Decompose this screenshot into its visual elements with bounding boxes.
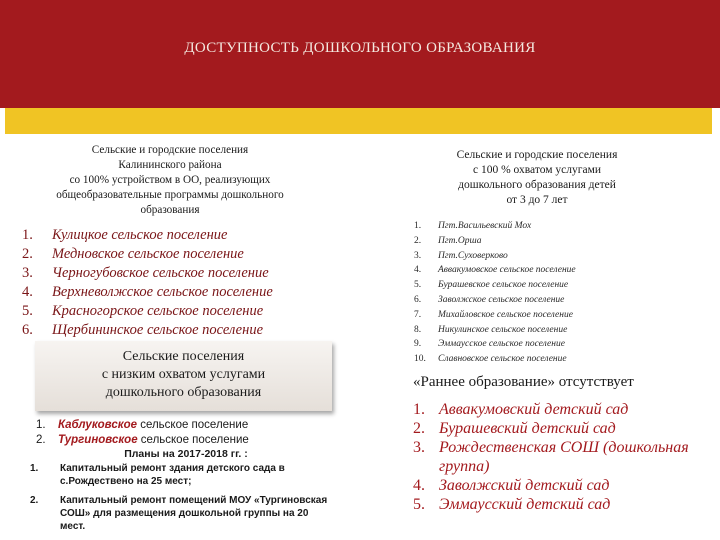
low-coverage-list bbox=[36, 418, 336, 448]
list-item: 2. Медновское сельское поселение bbox=[22, 246, 244, 262]
list-item: 1. Кулицкое сельское поселение bbox=[22, 227, 228, 243]
right-heading: Сельские и городские поселения с 100 % охватом услугами дошкольного образования детей от 3 до 7 лет bbox=[456, 149, 618, 206]
list-item: 5. Эммаусский детский сад bbox=[413, 496, 611, 513]
list-item: 2. Пгт.Орша bbox=[414, 235, 482, 246]
list-item: 5. Бурашевское сельское поселение bbox=[414, 280, 569, 291]
list-item: 3. Черногубовское сельское поселение bbox=[22, 265, 269, 281]
list-item: 3. Рождественская СОШ (дошкольная группа) bbox=[413, 439, 689, 475]
list-item: 2. Капитальный ремонт помещений МОУ «Тургиновская СОШ» для размещения дошкольной группы на 20 мест. bbox=[30, 495, 328, 532]
accent-stripe bbox=[0, 108, 720, 134]
list-item: 2. Тургиновское сельское поселение bbox=[36, 434, 249, 446]
plans-list bbox=[30, 462, 335, 539]
list-item: 9. Эммаусское сельское поселение bbox=[414, 339, 565, 350]
list-item: 2. Бурашевский детский сад bbox=[413, 420, 616, 437]
page-title: ДОСТУПНОСТЬ ДОШКОЛЬНОГО ОБРАЗОВАНИЯ bbox=[184, 40, 536, 56]
list-item: 5. Красногорское сельское поселение bbox=[22, 303, 264, 319]
list-item: 1. Каблуковское сельское поселение bbox=[36, 419, 249, 431]
no-early-education-note: «Раннее образование» отсутствует bbox=[413, 374, 634, 390]
list-item: 4. Заволжский детский сад bbox=[413, 477, 610, 494]
list-item: 6. Заволжское сельское поселение bbox=[414, 294, 565, 305]
kindergartens-list bbox=[413, 400, 713, 514]
list-item: 7. Михайловское сельское поселение bbox=[414, 309, 573, 320]
plans-title: Планы на 2017-2018 гг. : bbox=[124, 448, 248, 460]
full-coverage-list bbox=[22, 226, 342, 340]
list-item: 1. Аввакумовский детский сад bbox=[413, 401, 629, 418]
list-item: 6. Щербининское сельское поселение bbox=[22, 322, 264, 338]
list-item: 10. Славновское сельское поселение bbox=[414, 354, 567, 365]
low-coverage-box: Сельские поселения с низким охватом услугами дошкольного образования bbox=[35, 341, 332, 411]
list-item: 3. Пгт.Суховерково bbox=[414, 250, 508, 261]
left-heading: Сельские и городские поселения Калининского района со 100% устройством в ОО, реализующих общеобразовательные программы дошкольного образования bbox=[56, 144, 284, 216]
list-item: 4. Верхневолжское сельское поселение bbox=[22, 284, 273, 300]
list-item: 8. Никулинское сельское поселение bbox=[414, 324, 568, 335]
list-item: 1. Капитальный ремонт здания детского сада в с.Рождествено на 25 мест; bbox=[30, 463, 285, 487]
list-item: 4. Аввакумовское сельское поселение bbox=[414, 265, 576, 276]
full-coverage-3-7-list bbox=[414, 219, 714, 367]
list-item: 1. Пгт.Васильевский Мох bbox=[414, 221, 532, 231]
